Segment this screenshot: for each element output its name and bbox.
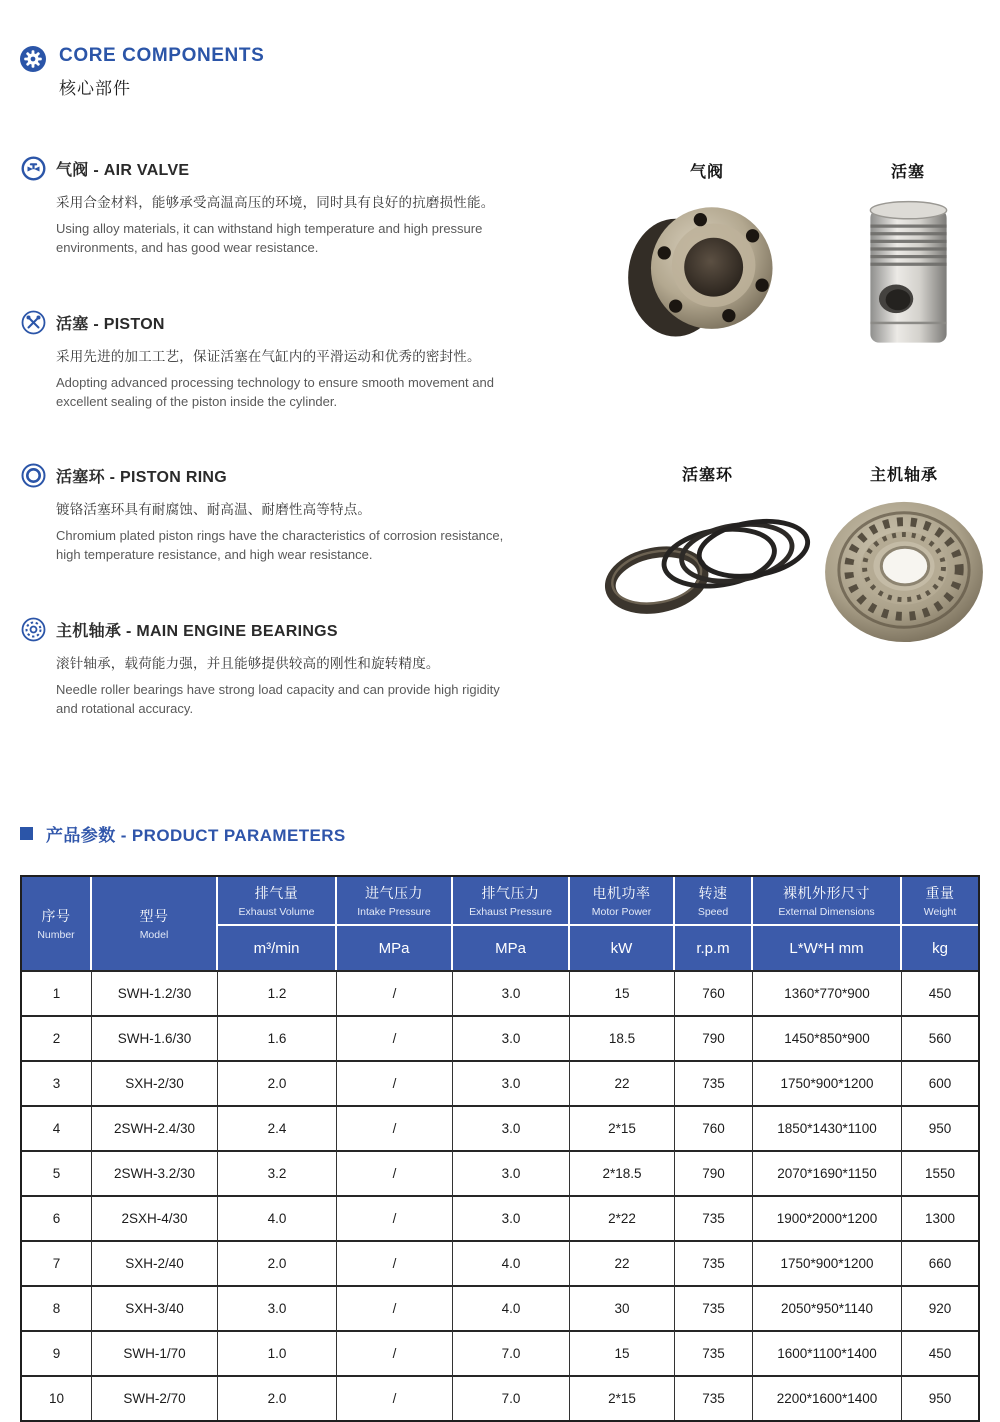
- feature-desc-en: Using alloy materials, it can withstand high temperature and high pressure environments, and has good wear resistance.: [56, 221, 483, 255]
- feature-piston: [20, 311, 580, 412]
- table-cell: 450: [902, 970, 978, 1015]
- table-cell: SXH-2/40: [92, 1240, 218, 1285]
- table-cell: 4: [22, 1105, 92, 1150]
- table-cell: 950: [902, 1375, 978, 1420]
- table-cell: 4.0: [453, 1240, 570, 1285]
- feature-title: 主机轴承 - MAIN ENGINE BEARINGS: [56, 623, 338, 641]
- table-cell: 735: [675, 1375, 753, 1420]
- column-header: 重量 Weight: [902, 877, 978, 924]
- table-cell: 1600*1100*1400: [753, 1330, 902, 1375]
- column-header: 电机功率 Motor Power: [570, 877, 675, 924]
- photo-main-bearing: [820, 462, 988, 650]
- table-cell: 5: [22, 1150, 92, 1195]
- table-cell: 2*18.5: [570, 1150, 675, 1195]
- table-cell: SXH-2/30: [92, 1060, 218, 1105]
- table-head: [22, 877, 978, 970]
- table-cell: 7: [22, 1240, 92, 1285]
- feature-desc-zh: 采用合金材料，能够承受高温高压的环境，同时具有良好的抗磨损性能。: [56, 195, 495, 210]
- feature-desc-en: Needle roller bearings have strong load capacity and can provide high rigidity and rotational accuracy.: [56, 682, 500, 716]
- gear-icon: [20, 46, 46, 72]
- table-row: [22, 970, 978, 1015]
- table-cell: 2.0: [218, 1060, 337, 1105]
- table-cell: SWH-1.6/30: [92, 1015, 218, 1060]
- table-cell: 735: [675, 1240, 753, 1285]
- table-row: [22, 1150, 978, 1195]
- table-cell: 3.0: [453, 1105, 570, 1150]
- table-cell: 2070*1690*1150: [753, 1150, 902, 1195]
- photo-piston: [838, 159, 978, 361]
- core-components-titles: [59, 45, 264, 99]
- table-cell: 2*15: [570, 1375, 675, 1420]
- table-cell: 15: [570, 1330, 675, 1375]
- table-cell: 2200*1600*1400: [753, 1375, 902, 1420]
- square-bullet-icon: [20, 827, 33, 840]
- column-header: 裸机外形尺寸 External Dimensions: [753, 877, 902, 924]
- table-cell: 3: [22, 1060, 92, 1105]
- column-header: 排气量 Exhaust Volume: [218, 877, 337, 924]
- table-cell: 735: [675, 1195, 753, 1240]
- table-cell: 1450*850*900: [753, 1015, 902, 1060]
- table-cell: 2.0: [218, 1240, 337, 1285]
- table-cell: 15: [570, 970, 675, 1015]
- table-row: [22, 1015, 978, 1060]
- table-cell: 7.0: [453, 1375, 570, 1420]
- table-cell: 2SWH-2.4/30: [92, 1105, 218, 1150]
- product-parameters-header: [20, 821, 978, 846]
- table-cell: 3.0: [453, 1060, 570, 1105]
- table-cell: 7.0: [453, 1330, 570, 1375]
- photo-air-valve: [617, 159, 797, 351]
- feature-title: 气阀 - AIR VALVE: [56, 162, 190, 179]
- table-cell: 450: [902, 1330, 978, 1375]
- column-header: 排气压力 Exhaust Pressure: [453, 877, 570, 924]
- feature-desc-en: Chromium plated piston rings have the characteristics of corrosion resistance, high temperature resistance, and high wear resistance.: [56, 528, 504, 563]
- table-cell: 3.2: [218, 1150, 337, 1195]
- table-cell: /: [337, 1195, 453, 1240]
- column-header: 型号 Model: [92, 877, 218, 970]
- core-components-body: [20, 157, 978, 775]
- feature-list: [20, 157, 580, 719]
- table-row: [22, 1240, 978, 1285]
- table-cell: 3.0: [453, 1195, 570, 1240]
- table-cell: 1.0: [218, 1330, 337, 1375]
- feature-desc-zh: 滚针轴承，载荷能力强，并且能够提供较高的刚性和旋转精度。: [56, 656, 440, 672]
- photo-caption: 活塞环: [681, 467, 733, 484]
- column-unit: L*W*H mm: [753, 924, 902, 970]
- table-cell: /: [337, 1105, 453, 1150]
- table-cell: /: [337, 1060, 453, 1105]
- table-cell: 9: [22, 1330, 92, 1375]
- table-cell: /: [337, 1330, 453, 1375]
- column-unit: MPa: [337, 924, 453, 970]
- table-cell: 1900*2000*1200: [753, 1195, 902, 1240]
- column-header: 进气压力 Intake Pressure: [337, 877, 453, 924]
- table-cell: 22: [570, 1240, 675, 1285]
- column-header: 序号 Number: [22, 877, 92, 970]
- valve-icon: [20, 155, 47, 182]
- product-parameters-title: 产品参数 - PRODUCT PARAMETERS: [46, 826, 346, 845]
- table-cell: 600: [902, 1060, 978, 1105]
- table-cell: 2SXH-4/30: [92, 1195, 218, 1240]
- photo-caption: 活塞: [890, 164, 925, 181]
- column-unit: m³/min: [218, 924, 337, 970]
- column-unit: MPa: [453, 924, 570, 970]
- column-unit: r.p.m: [675, 924, 753, 970]
- photo-caption: 主机轴承: [869, 467, 938, 484]
- feature-desc-en: Adopting advanced processing technology to ensure smooth movement and excellent sealing of the piston inside the cylinder.: [56, 374, 494, 409]
- table-cell: 2.0: [218, 1375, 337, 1420]
- table-cell: SXH-3/40: [92, 1285, 218, 1330]
- table-cell: 3.0: [218, 1285, 337, 1330]
- feature-text: [56, 618, 508, 719]
- table-row: [22, 1060, 978, 1105]
- feature-title: 活塞环 - PISTON RING: [56, 469, 228, 487]
- table-row: [22, 1375, 978, 1420]
- bearing-icon: [20, 616, 47, 643]
- table-cell: /: [337, 1240, 453, 1285]
- table-cell: 1750*900*1200: [753, 1060, 902, 1105]
- table-cell: /: [337, 1375, 453, 1420]
- table-cell: 2*15: [570, 1105, 675, 1150]
- table-cell: 1.6: [218, 1015, 337, 1060]
- feature-desc-zh: 采用先进的加工工艺，保证活塞在气缸内的平滑运动和优秀的密封性。: [56, 348, 481, 364]
- table-cell: 1550: [902, 1150, 978, 1195]
- table-cell: 4.0: [453, 1285, 570, 1330]
- table-cell: 3.0: [453, 1015, 570, 1060]
- ring-icon: [20, 462, 47, 489]
- table-cell: 790: [675, 1015, 753, 1060]
- table-cell: 790: [675, 1150, 753, 1195]
- table-cell: 10: [22, 1375, 92, 1420]
- piston-image: [856, 194, 961, 356]
- table-cell: 4.0: [218, 1195, 337, 1240]
- feature-text: [56, 311, 508, 412]
- table-cell: 22: [570, 1060, 675, 1105]
- table-cell: SWH-2/70: [92, 1375, 218, 1420]
- feature-air-valve: [20, 157, 580, 258]
- table-row: [22, 1105, 978, 1150]
- photo-piston-rings: [600, 462, 815, 634]
- table-cell: 1300: [902, 1195, 978, 1240]
- table-cell: 18.5: [570, 1015, 675, 1060]
- table-body: [22, 970, 978, 1420]
- core-components-header: [20, 45, 978, 99]
- piston-icon: [20, 309, 47, 336]
- table-cell: 660: [902, 1240, 978, 1285]
- table-cell: 1360*770*900: [753, 970, 902, 1015]
- table-cell: 2SWH-3.2/30: [92, 1150, 218, 1195]
- table-cell: 1.2: [218, 970, 337, 1015]
- column-unit: kW: [570, 924, 675, 970]
- table-cell: /: [337, 1150, 453, 1195]
- table-cell: 2: [22, 1015, 92, 1060]
- table-cell: 2050*950*1140: [753, 1285, 902, 1330]
- feature-text: [56, 157, 508, 258]
- bearing-image: [820, 497, 988, 645]
- table-cell: 735: [675, 1060, 753, 1105]
- table-row: [22, 1195, 978, 1240]
- table-cell: /: [337, 970, 453, 1015]
- photo-caption: 气阀: [689, 164, 724, 181]
- table-cell: 1: [22, 970, 92, 1015]
- table-row: [22, 1285, 978, 1330]
- feature-main-bearings: [20, 618, 580, 719]
- table-cell: 1850*1430*1100: [753, 1105, 902, 1150]
- column-unit: kg: [902, 924, 978, 970]
- table-cell: 760: [675, 1105, 753, 1150]
- table-cell: /: [337, 1285, 453, 1330]
- feature-title: 活塞 - PISTON: [56, 315, 165, 333]
- product-parameters-table: [20, 875, 980, 1422]
- table-cell: 735: [675, 1330, 753, 1375]
- table-cell: /: [337, 1015, 453, 1060]
- core-components-title: CORE COMPONENTS: [59, 45, 265, 66]
- table-cell: 950: [902, 1105, 978, 1150]
- feature-text: [56, 464, 508, 565]
- table-cell: SWH-1/70: [92, 1330, 218, 1375]
- table-cell: 560: [902, 1015, 978, 1060]
- table-cell: 3.0: [453, 1150, 570, 1195]
- table-cell: 920: [902, 1285, 978, 1330]
- air-valve-image: [622, 194, 792, 346]
- table-cell: 30: [570, 1285, 675, 1330]
- table-cell: 8: [22, 1285, 92, 1330]
- feature-desc-zh: 镀铬活塞环具有耐腐蚀、耐高温、耐磨性高等特点。: [56, 502, 372, 518]
- table-cell: 2*22: [570, 1195, 675, 1240]
- core-components-subtitle: 核心部件: [59, 79, 131, 98]
- column-header: 转速 Speed: [675, 877, 753, 924]
- table-cell: 6: [22, 1195, 92, 1240]
- table-cell: 735: [675, 1285, 753, 1330]
- table-cell: SWH-1.2/30: [92, 970, 218, 1015]
- piston-rings-image: [600, 497, 815, 629]
- table-row: [22, 1330, 978, 1375]
- feature-piston-ring: [20, 464, 580, 565]
- table-cell: 2.4: [218, 1105, 337, 1150]
- table-cell: 760: [675, 970, 753, 1015]
- table-cell: 3.0: [453, 970, 570, 1015]
- table-cell: 1750*900*1200: [753, 1240, 902, 1285]
